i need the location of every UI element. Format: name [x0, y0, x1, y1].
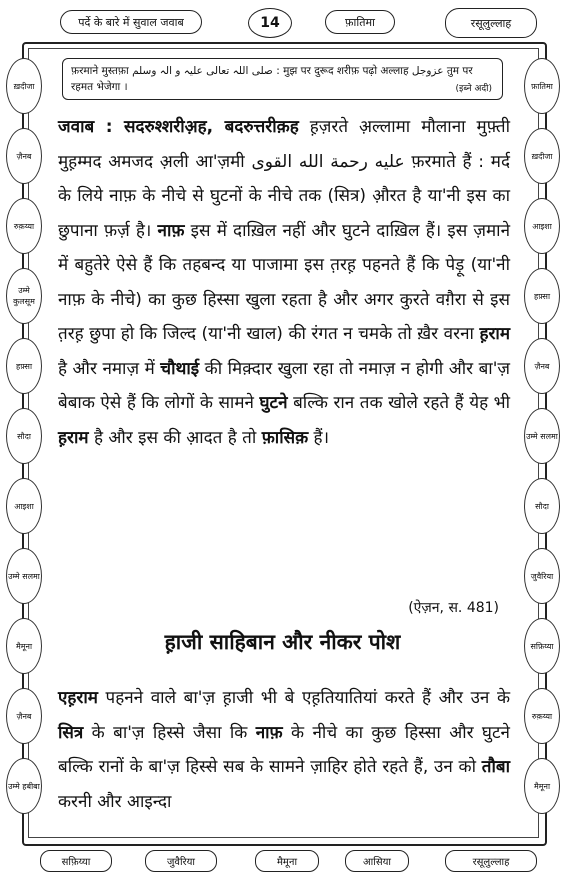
left-medallion: ख़दीजा: [6, 58, 42, 114]
bold-term: नाफ़: [157, 220, 185, 241]
bold-term: फ़ासिक़: [261, 427, 309, 448]
left-medallion: उम्मे कुलसूम: [6, 268, 42, 324]
bold-term: तौबा: [481, 757, 510, 777]
page-number: 14: [248, 8, 292, 38]
left-medallion: हफ़्सा: [6, 338, 42, 394]
farmaan-box: [62, 58, 503, 100]
answer-paragraph: [58, 110, 510, 455]
right-medallion: सौदा: [524, 478, 560, 534]
left-medallion: ज़ैनब: [6, 128, 42, 184]
section-heading: ह़ाजी साहिबान और नीकर पोश: [164, 630, 401, 654]
right-medallion: आइशा: [524, 198, 560, 254]
left-medallion: रुक़य्या: [6, 198, 42, 254]
bold-term: चौथाई: [160, 358, 200, 379]
bold-term: ह़राम: [58, 427, 89, 448]
left-medallion: सौदा: [6, 408, 42, 464]
answer-lead: जवाब : सदरुश्शरीअ़ह, बदरुत्तरीक़ह: [58, 117, 299, 137]
bold-term: नाफ़: [255, 722, 283, 743]
text-span: बल्कि रान तक खोले रहते हैं येह भी: [287, 393, 510, 413]
text-span: हैं।: [308, 427, 330, 448]
book-title: पर्दे के बारे में सुवाल जवाब: [60, 10, 202, 34]
text-span: के बा'ज़ हिस्से जैसा कि: [83, 722, 256, 743]
right-medallion: ज़ैनब: [524, 338, 560, 394]
left-medallion: आइशा: [6, 478, 42, 534]
left-medallion: उम्मे हबीबा: [6, 758, 42, 814]
page-header: [0, 8, 565, 38]
bold-term: ह़राम: [479, 324, 510, 344]
page-footer: [0, 848, 565, 874]
left-medallion: उम्मे सलमा: [6, 548, 42, 604]
footer-tag: सफ़िय्या: [40, 850, 112, 872]
header-seal: रसूलुल्लाह: [445, 8, 537, 38]
hajj-paragraph: [58, 664, 510, 836]
citation: (ऐज़न, स. 481): [408, 600, 499, 616]
text-span: के नीचे का कुछ हिस्सा और घुटने बल्कि रानों के बा'ज़ हिस्से सब के सामने ज़ाहिर होते रहते हैं, उन को: [58, 722, 510, 777]
right-medallion: फ़ातिमा: [524, 58, 560, 114]
left-medallion: मैमूना: [6, 618, 42, 674]
text-span: पहनने वाले बा'ज़ ह़ाजी भी बे एह़तियातियां करते हैं और उन के: [97, 688, 510, 708]
footer-tag: जुवैरिया: [145, 850, 217, 872]
right-medallion: सफ़िय्या: [524, 618, 560, 674]
text-span: ह़ज़रते अ़ल्लामा मौलाना मुफ़्ती मुह़म्मद अमजद अ़ली आ'ज़मी عليه رحمة الله القوى फ़रमाते हैं : मर्द के लिये नाफ़ के नीचे से घुटनों के नीचे तक (सित्र) औ़रत है या'नी इस का छुपाना फ़र्ज़ है।: [58, 117, 510, 241]
right-medallion: ख़दीजा: [524, 128, 560, 184]
text-span: करनी और आइन्दा: [58, 791, 172, 812]
footer-tag: रसूलुल्लाह: [445, 850, 537, 872]
text-span: है और इस की आ़दत है तो: [88, 427, 262, 448]
farmaan-text: फ़रमाने मुस्तफ़ा صلی اللہ تعالی علیہ و الہ وسلم : मुझ पर दुरूद शरीफ़ पढ़ो अल्लाह عزوجل तुम पर रहमत भेजेगा ।: [71, 65, 473, 93]
right-medallion: जुवैरिया: [524, 548, 560, 604]
left-medallion: ज़ैनब: [6, 688, 42, 744]
text-span: है और नमाज़ में: [58, 358, 161, 379]
right-medallion: उम्मे सलमा: [524, 408, 560, 464]
text-span: इस में दाख़िल नहीं और घुटने दाख़िल हैं। इस ज़माने में बहुतेरे ऐसे हैं कि तहबन्द या पाजामा इस त़रह़ पहनते हैं कि पेड़ू (या'नी नाफ़ के नीचे) का कुछ हिस्सा खुला रहता है और अगर कुरते वग़ैरा से इस त़रह़ छुपा हो कि जिल्द (या'नी खाल) की रंगत न चमके तो ख़ैर वरना: [58, 220, 510, 344]
footer-tag: आसिया: [345, 850, 409, 872]
header-name-tag: फ़ातिमा: [325, 10, 395, 34]
right-medallion: रुक़य्या: [524, 688, 560, 744]
text-span: की मिक़्दार खुला रहा तो नमाज़ न होगी और बा'ज़ बेबाक ऐसे हैं कि लोगों के सामने: [58, 358, 510, 413]
bold-term: सित्र: [58, 722, 84, 743]
farmaan-source: (इब्ने अदी): [455, 84, 492, 94]
bold-term: घुटने: [259, 393, 288, 413]
right-medallion: हफ़्सा: [524, 268, 560, 324]
bold-term: एह़राम: [58, 688, 98, 708]
footer-tag: मैमूना: [255, 850, 319, 872]
right-medallion: मैमूना: [524, 758, 560, 814]
